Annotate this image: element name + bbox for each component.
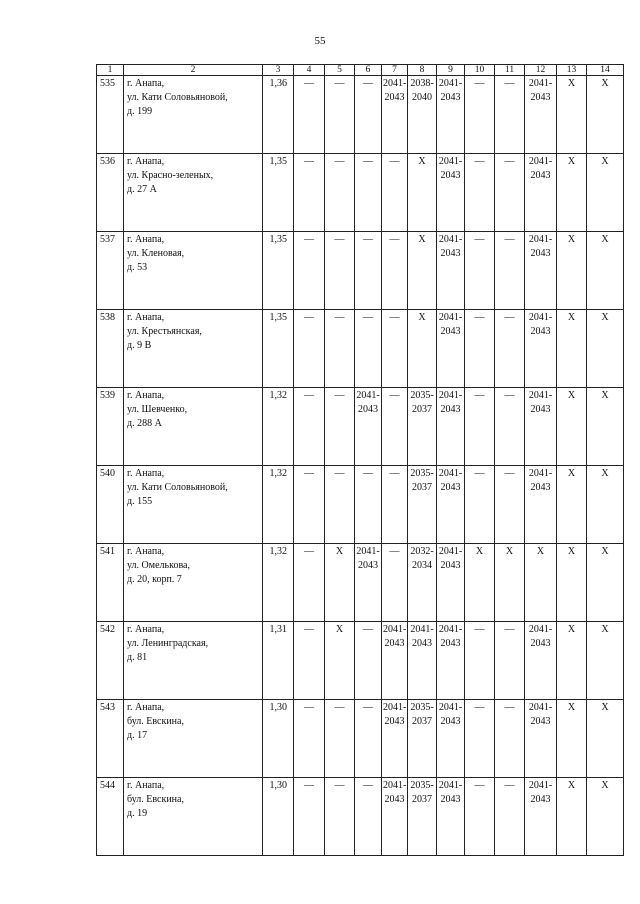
address-line: д. 53 (127, 262, 148, 273)
page-number: 55 (314, 35, 326, 47)
address-line: д. 155 (127, 496, 153, 507)
period-cell: — (495, 388, 525, 466)
period-cell: 2041-2043 (437, 466, 465, 544)
period-cell: X (495, 544, 525, 622)
period-cell: X (557, 466, 587, 544)
period-cell: — (294, 466, 325, 544)
column-header: 10 (465, 65, 495, 76)
value-cell: 1,32 (263, 544, 294, 622)
period-cell: — (495, 154, 525, 232)
row-number-cell: 541 (97, 544, 124, 622)
period-cell: 2035-2037 (408, 466, 437, 544)
period-cell: — (325, 388, 355, 466)
period-cell: 2041-2043 (437, 778, 465, 856)
address-cell (124, 466, 263, 544)
period-cell: — (325, 310, 355, 388)
period-cell: — (355, 622, 382, 700)
table-row (97, 310, 624, 388)
period-cell: X (408, 310, 437, 388)
period-cell: — (495, 232, 525, 310)
column-header: 5 (325, 65, 355, 76)
row-number-cell: 544 (97, 778, 124, 856)
period-cell: — (382, 232, 408, 310)
column-header: 4 (294, 65, 325, 76)
table-row (97, 232, 624, 310)
period-cell: 2041-2043 (525, 622, 557, 700)
address-line: г. Анапа, (127, 390, 165, 401)
period-cell: 2041-2043 (355, 388, 382, 466)
address-cell (124, 778, 263, 856)
address-line: г. Анапа, (127, 546, 165, 557)
address-line: г. Анапа, (127, 78, 165, 89)
row-number-cell: 538 (97, 310, 124, 388)
period-cell: X (557, 700, 587, 778)
period-cell: X (557, 622, 587, 700)
period-cell: X (557, 310, 587, 388)
column-header: 3 (263, 65, 294, 76)
table-row (97, 76, 624, 154)
column-header: 14 (587, 65, 624, 76)
period-cell: — (495, 310, 525, 388)
address-line: д. 199 (127, 106, 153, 117)
period-cell: 2032-2034 (408, 544, 437, 622)
period-cell: 2041-2043 (525, 232, 557, 310)
address-line: г. Анапа, (127, 312, 165, 323)
period-cell: 2041-2043 (437, 544, 465, 622)
address-line: г. Анапа, (127, 702, 165, 713)
period-cell: — (382, 154, 408, 232)
address-cell (124, 310, 263, 388)
period-cell: — (495, 700, 525, 778)
period-cell: 2041-2043 (437, 76, 465, 154)
address-cell (124, 76, 263, 154)
address-line: д. 17 (127, 730, 148, 741)
period-cell: X (557, 154, 587, 232)
column-header: 11 (495, 65, 525, 76)
address-line: д. 9 В (127, 340, 152, 351)
period-cell: 2041-2043 (525, 154, 557, 232)
period-cell: X (587, 154, 624, 232)
address-line: ул. Кленовая, (127, 248, 185, 259)
period-cell: — (465, 310, 495, 388)
period-cell: 2035-2037 (408, 388, 437, 466)
table-row (97, 700, 624, 778)
value-cell: 1,30 (263, 700, 294, 778)
period-cell: — (294, 544, 325, 622)
period-cell: 2041-2043 (437, 232, 465, 310)
period-cell: X (325, 622, 355, 700)
row-number-cell: 539 (97, 388, 124, 466)
period-cell: — (294, 622, 325, 700)
period-cell: 2041-2043 (437, 622, 465, 700)
address-line: ул. Омелькова, (127, 560, 190, 571)
period-cell: — (465, 778, 495, 856)
period-cell: 2041-2043 (382, 778, 408, 856)
period-cell: — (294, 778, 325, 856)
period-cell: X (587, 232, 624, 310)
period-cell: — (465, 388, 495, 466)
column-header: 9 (437, 65, 465, 76)
address-line: ул. Кати Соловьяновой, (127, 92, 228, 103)
address-line: ул. Красно-зеленых, (127, 170, 214, 181)
period-cell: 2041-2043 (437, 310, 465, 388)
period-cell: — (355, 232, 382, 310)
period-cell: — (294, 76, 325, 154)
period-cell: 2041-2043 (382, 700, 408, 778)
column-header: 6 (355, 65, 382, 76)
value-cell: 1,35 (263, 232, 294, 310)
address-line: г. Анапа, (127, 780, 165, 791)
period-cell: — (465, 622, 495, 700)
period-cell: — (294, 232, 325, 310)
column-header: 7 (382, 65, 408, 76)
period-cell: — (294, 154, 325, 232)
period-cell: 2035-2037 (408, 700, 437, 778)
row-number-cell: 537 (97, 232, 124, 310)
period-cell: — (495, 76, 525, 154)
period-cell: — (495, 778, 525, 856)
period-cell: X (325, 544, 355, 622)
table-body (97, 65, 624, 856)
period-cell: — (495, 622, 525, 700)
row-number-cell: 540 (97, 466, 124, 544)
column-header: 13 (557, 65, 587, 76)
address-cell (124, 232, 263, 310)
period-cell: — (495, 466, 525, 544)
address-line: бул. Евскина, (127, 794, 184, 805)
period-cell: X (587, 466, 624, 544)
period-cell: 2041-2043 (525, 388, 557, 466)
address-line: г. Анапа, (127, 624, 165, 635)
table-row (97, 622, 624, 700)
address-line: бул. Евскина, (127, 716, 184, 727)
period-cell: — (465, 700, 495, 778)
address-line: ул. Кати Соловьяновой, (127, 482, 228, 493)
period-cell: X (465, 544, 495, 622)
period-cell: — (325, 154, 355, 232)
row-number-cell: 536 (97, 154, 124, 232)
period-cell: X (587, 700, 624, 778)
period-cell: — (294, 388, 325, 466)
period-cell: X (408, 232, 437, 310)
period-cell: X (587, 76, 624, 154)
period-cell: — (465, 76, 495, 154)
period-cell: X (587, 388, 624, 466)
table-row (97, 388, 624, 466)
period-cell: X (557, 544, 587, 622)
period-cell: X (557, 232, 587, 310)
period-cell: 2041-2043 (525, 700, 557, 778)
address-line: г. Анапа, (127, 234, 165, 245)
period-cell: 2041-2043 (525, 466, 557, 544)
value-cell: 1,36 (263, 76, 294, 154)
period-cell: — (325, 778, 355, 856)
period-cell: — (355, 76, 382, 154)
column-header: 1 (97, 65, 124, 76)
period-cell: — (355, 778, 382, 856)
address-line: ул. Ленинградская, (127, 638, 209, 649)
period-cell: — (355, 154, 382, 232)
period-cell: — (325, 76, 355, 154)
address-line: д. 19 (127, 808, 148, 819)
table-row (97, 466, 624, 544)
column-header: 12 (525, 65, 557, 76)
period-cell: — (382, 544, 408, 622)
period-cell: 2041-2043 (437, 700, 465, 778)
header-row (97, 65, 624, 76)
address-line: д. 27 А (127, 184, 157, 195)
address-line: д. 81 (127, 652, 148, 663)
period-cell: — (355, 310, 382, 388)
period-cell: — (465, 466, 495, 544)
period-cell: X (557, 778, 587, 856)
address-cell (124, 388, 263, 466)
period-cell: X (587, 778, 624, 856)
period-cell: 2041-2043 (382, 76, 408, 154)
period-cell: X (587, 622, 624, 700)
address-cell (124, 700, 263, 778)
period-cell: 2041-2043 (437, 154, 465, 232)
value-cell: 1,30 (263, 778, 294, 856)
period-cell: X (525, 544, 557, 622)
period-cell: 2035-2037 (408, 778, 437, 856)
table-row (97, 154, 624, 232)
period-cell: — (325, 232, 355, 310)
address-line: г. Анапа, (127, 156, 165, 167)
period-cell: — (355, 466, 382, 544)
period-cell: X (587, 544, 624, 622)
value-cell: 1,35 (263, 154, 294, 232)
address-line: д. 288 А (127, 418, 162, 429)
period-cell: — (294, 700, 325, 778)
period-cell: 2041-2043 (525, 310, 557, 388)
period-cell: — (325, 700, 355, 778)
value-cell: 1,31 (263, 622, 294, 700)
period-cell: 2041-2043 (437, 388, 465, 466)
period-cell: X (557, 76, 587, 154)
row-number-cell: 535 (97, 76, 124, 154)
address-cell (124, 154, 263, 232)
period-cell: — (325, 466, 355, 544)
row-number-cell: 542 (97, 622, 124, 700)
period-cell: X (557, 388, 587, 466)
address-cell (124, 544, 263, 622)
address-line: ул. Крестьянская, (127, 326, 202, 337)
address-line: ул. Шевченко, (127, 404, 188, 415)
period-cell: 2041-2043 (525, 778, 557, 856)
table-row (97, 544, 624, 622)
address-line: д. 20, корп. 7 (127, 574, 182, 585)
address-cell (124, 622, 263, 700)
row-number-cell: 543 (97, 700, 124, 778)
period-cell: — (382, 310, 408, 388)
period-cell: 2038-2040 (408, 76, 437, 154)
period-cell: 2041-2043 (525, 76, 557, 154)
period-cell: — (355, 700, 382, 778)
column-header: 2 (124, 65, 263, 76)
table-row (97, 778, 624, 856)
value-cell: 1,32 (263, 388, 294, 466)
period-cell: 2041-2043 (382, 622, 408, 700)
period-cell: 2041-2043 (355, 544, 382, 622)
register-table (96, 64, 624, 856)
column-header: 8 (408, 65, 437, 76)
value-cell: 1,32 (263, 466, 294, 544)
period-cell: X (408, 154, 437, 232)
value-cell: 1,35 (263, 310, 294, 388)
period-cell: X (587, 310, 624, 388)
period-cell: 2041-2043 (408, 622, 437, 700)
period-cell: — (382, 466, 408, 544)
address-line: г. Анапа, (127, 468, 165, 479)
period-cell: — (294, 310, 325, 388)
period-cell: — (465, 232, 495, 310)
period-cell: — (465, 154, 495, 232)
period-cell: — (382, 388, 408, 466)
